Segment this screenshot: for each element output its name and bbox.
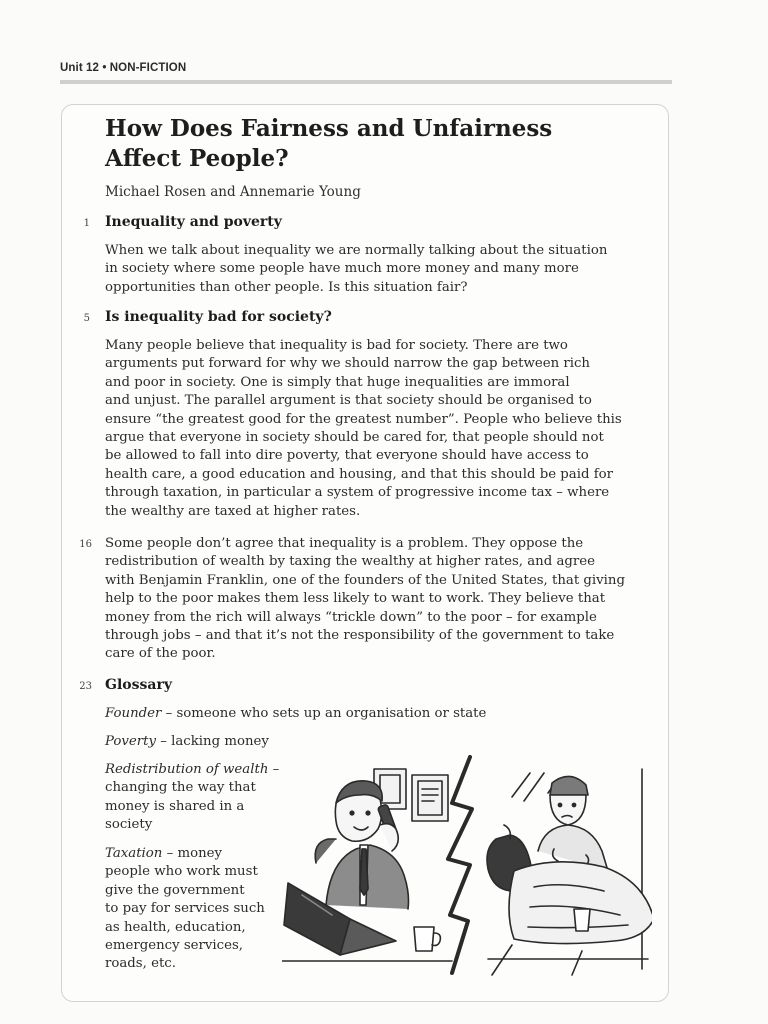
glossary-heading: Glossary	[105, 677, 172, 693]
glossary-term: Redistribution of wealth	[105, 762, 269, 777]
line-number: 1	[83, 218, 90, 229]
article-authors: Michael Rosen and Annemarie Young	[105, 184, 361, 200]
poor-person-figure	[538, 776, 608, 871]
header-rule	[60, 80, 672, 84]
mug-icon	[414, 927, 440, 951]
glossary-definition: – lacking money	[156, 734, 269, 749]
line-number: 16	[79, 539, 92, 550]
glossary-entry	[105, 733, 645, 751]
section-paragraph: Many people believe that inequality is bad for society. There are two arguments put forward for why we should narrow the gap between rich and poor in society. One is simply that huge inequalities are immoral and unjust. The parallel argument is that society should be organised to ensure “the greatest good for the greatest number”. People who believe this argue that everyone in society should be cared for, that people should not be allowed to fall into dire poverty, that everyone should have access to health care, a good education and housing, and that this should be paid for through taxation, in particular a system of progressive income tax – where the wealthy are taxed at higher rates.	[105, 338, 622, 519]
divider-zigzag	[448, 757, 472, 973]
line-number: 5	[83, 313, 90, 324]
section-paragraph: When we talk about inequality we are normally talking about the situation in society where some people have much more money and many more opportunities than other people. Is this situation fair?	[105, 243, 608, 295]
title-line-1: How Does Fairness and Unfairness	[105, 115, 553, 142]
section-heading: Inequality and poverty	[105, 214, 282, 230]
glossary-term: Founder	[105, 706, 162, 721]
section-paragraph: Some people don’t agree that inequality is a problem. They oppose the redistribution of wealth by taxing the wealthy at higher rates, and agree with Benjamin Franklin, one of the founders of the United States, that giving help to the poor makes them less likely to want to work. They believe that money from the rich will always “trickle down” to the poor – for example through jobs – and that it’s not the responsibility of the government to take care of the poor.	[105, 536, 626, 662]
glossary-definition: – money people who work must give the government to pay for services such as health, education, emergency services, roads, etc.	[105, 846, 265, 972]
title-line-2: Affect People?	[105, 145, 289, 172]
rich-poor-illustration	[282, 755, 652, 980]
glossary-entry	[105, 845, 285, 974]
line-number: 23	[79, 681, 92, 692]
glossary-term: Taxation	[105, 846, 163, 861]
glossary-term: Poverty	[105, 734, 157, 749]
glass-icon	[574, 909, 590, 931]
page-footer-cutoff	[60, 1016, 672, 1024]
glossary-entry	[105, 761, 285, 835]
unit-header: Unit 12 • NON-FICTION	[60, 62, 187, 74]
glossary-entry	[105, 705, 645, 723]
glossary-definition: – changing the way that money is shared in a society	[105, 762, 280, 833]
section-heading: Is inequality bad for society?	[105, 309, 332, 325]
glossary-definition: – someone who sets up an organisation or state	[161, 706, 487, 721]
article-title	[105, 114, 605, 174]
